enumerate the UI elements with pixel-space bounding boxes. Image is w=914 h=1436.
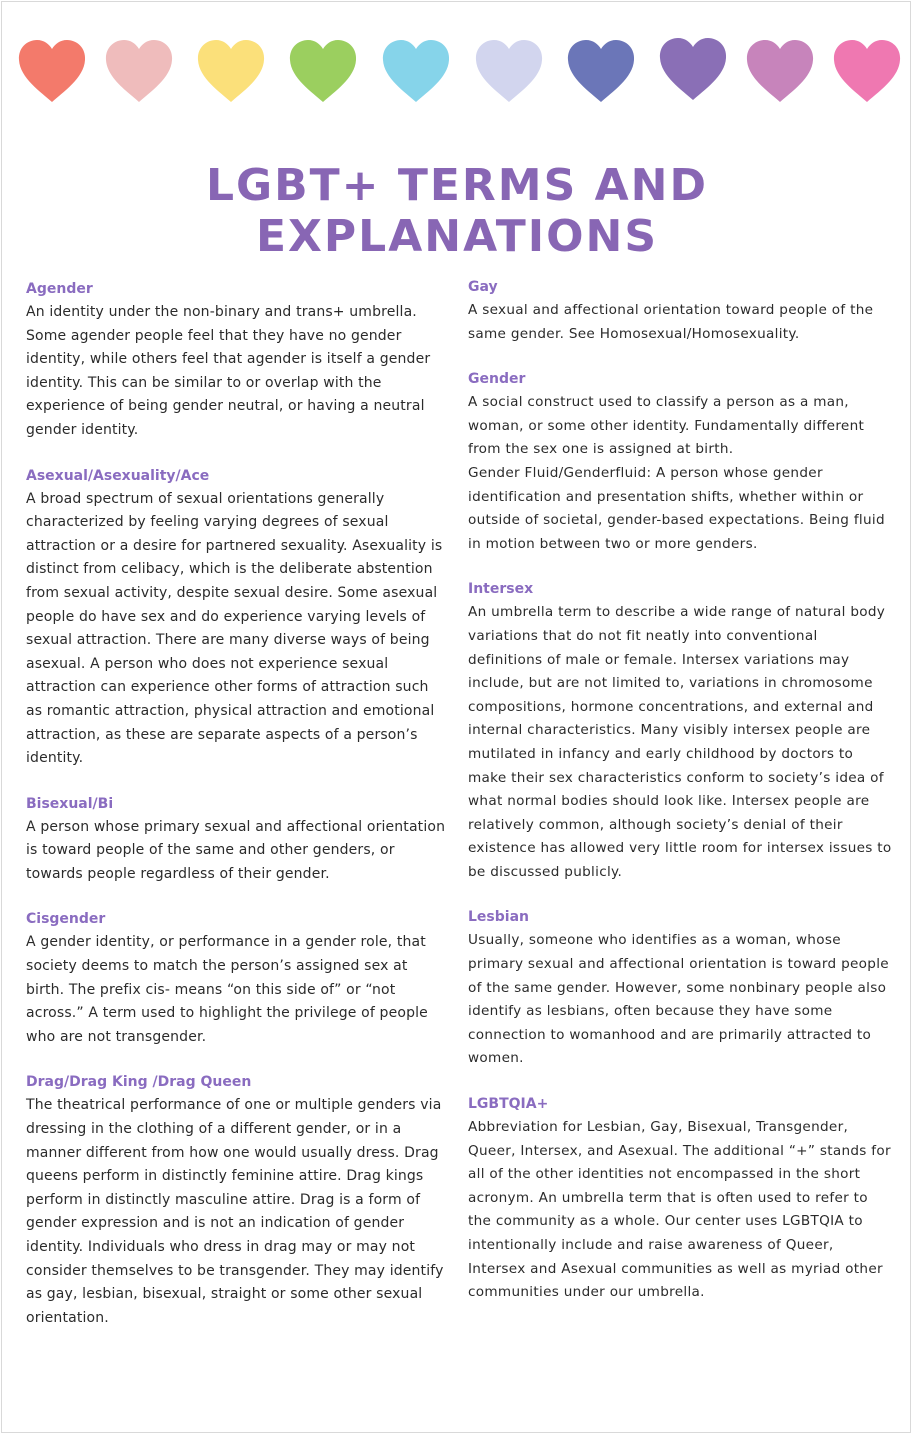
hearts-row	[0, 38, 914, 108]
heart-shape	[476, 40, 542, 102]
term-definition-genderfluid: Gender Fluid/Genderfluid: A person whose gender identification and presentation shifts, whether within or outside of societal, gender-based expectations. Being fluid in motion between two or more genders.	[468, 464, 885, 552]
term-heading: Gender	[468, 371, 526, 388]
term-heading: Lesbian	[468, 909, 529, 926]
term-drag	[26, 1071, 446, 1330]
heart-icon	[17, 38, 87, 104]
term-asexual	[26, 465, 446, 771]
heart-shape	[383, 40, 449, 102]
term-definition: A sexual and affectional orientation toward people of the same gender. See Homosexual/Homosexuality.	[468, 302, 874, 342]
term-heading: Asexual/Asexuality/Ace	[26, 467, 210, 484]
term-gender	[468, 368, 893, 556]
term-definition: A person whose primary sexual and affectional orientation is toward people of the same and other genders, or towards people regardless of their gender.	[26, 818, 446, 882]
term-heading: Bisexual/Bi	[26, 795, 114, 812]
term-definition: A broad spectrum of sexual orientations generally characterized by feeling varying degrees of sexual attraction or a desire for partnered sexuality. Asexuality is distinct from celibacy, which is the deliberate abstention from sexual activity, despite sexual desire. Some asexual people do have sex and do experience varying levels of sexual attraction. There are many diverse ways of being asexual. A person who does not experience sexual attraction can experience other forms of attraction such as romantic attraction, physical attraction and emotional attraction, as these are separate aspects of a person’s identity.	[26, 490, 443, 767]
term-heading: Gay	[468, 279, 498, 295]
term-definition: A social construct used to classify a person as a man, woman, or some other identity. Fundamentally different from the sex one is assigned at birth.	[468, 394, 865, 458]
term-heading: Intersex	[468, 581, 534, 598]
term-definition: Abbreviation for Lesbian, Gay, Bisexual, Transgender, Queer, Intersex, and Asexual. The additional “+” stands for all of the other identities not encompassed in the short acronym. An umbrella term that is often used to refer to the community as a whole. Our center uses LGBTQIA to intentionally include and raise awareness of Queer, Intersex and Asexual communities as well as myriad other communities under our umbrella.	[468, 1119, 891, 1301]
term-heading: Drag/Drag King /Drag Queen	[26, 1074, 252, 1091]
term-bisexual	[26, 793, 446, 887]
heart-shape	[568, 40, 634, 102]
heart-shape	[106, 40, 172, 102]
page-title: LGBT+ TERMS AND EXPLANATIONS	[205, 160, 709, 262]
term-heading: Cisgender	[26, 911, 106, 928]
heart-icon	[474, 38, 544, 104]
heart-icon	[196, 38, 266, 104]
term-gay	[468, 276, 893, 346]
term-cisgender	[26, 908, 446, 1049]
heart-shape	[290, 40, 356, 102]
right-column	[468, 276, 893, 1327]
left-column	[26, 278, 446, 1352]
heart-icon	[566, 38, 636, 104]
term-definition: An identity under the non-binary and trans+ umbrella. Some agender people feel that they have no gender identity, while others feel that agender is itself a gender identity. This can be similar to or overlap with the experience of being gender neutral, or having a neutral gender identity.	[26, 304, 431, 438]
term-definition: An umbrella term to describe a wide range of natural body variations that do not fit neatly into conventional definitions of male or female. Intersex variations may include, but are not limited to, variations in chromosome compositions, hormone concentrations, and external and internal characteristics. Many visibly intersex people are mutilated in infancy and early childhood by doctors to make their sex characteristics conform to society’s idea of what normal bodies should look like. Intersex people are relatively common, although society’s denial of their existence has allowed very little room for intersex issues to be discussed publicly.	[468, 604, 892, 880]
heart-shape	[19, 40, 85, 102]
heart-icon	[745, 38, 815, 104]
heart-icon	[381, 38, 451, 104]
heart-shape	[198, 40, 264, 102]
term-definition: Usually, someone who identifies as a woman, whose primary sexual and affectional orientation is toward people of the same gender. However, some nonbinary people also identify as lesbians, often because they have some connection to womanhood and are primarily attracted to women.	[468, 932, 889, 1067]
term-intersex	[468, 578, 893, 884]
heart-icon	[288, 38, 358, 104]
term-agender	[26, 278, 446, 443]
term-definition: The theatrical performance of one or multiple genders via dressing in the clothing of a different gender, or in a manner different from how one would usually dress. Drag queens perform in distinctly feminine attire. Drag kings perform in distinctly masculine attire. Drag is a form of gender expression and is not an indication of gender identity. Individuals who dress in drag may or may not consider themselves to be transgender. They may identify as gay, lesbian, bisexual, straight or some other sexual orientation.	[26, 1097, 444, 1326]
heart-shape	[660, 38, 726, 100]
term-heading: Agender	[26, 281, 93, 297]
term-lgbtqia	[468, 1093, 893, 1305]
term-definition: A gender identity, or performance in a gender role, that society deems to match the person’s assigned sex at birth. The prefix cis- means “on this side of” or “not across.” A term used to highlight the privilege of people who are not transgender.	[26, 934, 428, 1045]
heart-icon	[658, 36, 728, 102]
heart-icon	[104, 38, 174, 104]
term-lesbian	[468, 906, 893, 1071]
heart-shape	[834, 40, 900, 102]
term-heading: LGBTQIA+	[468, 1096, 549, 1113]
heart-icon	[832, 38, 902, 104]
heart-shape	[747, 40, 813, 102]
